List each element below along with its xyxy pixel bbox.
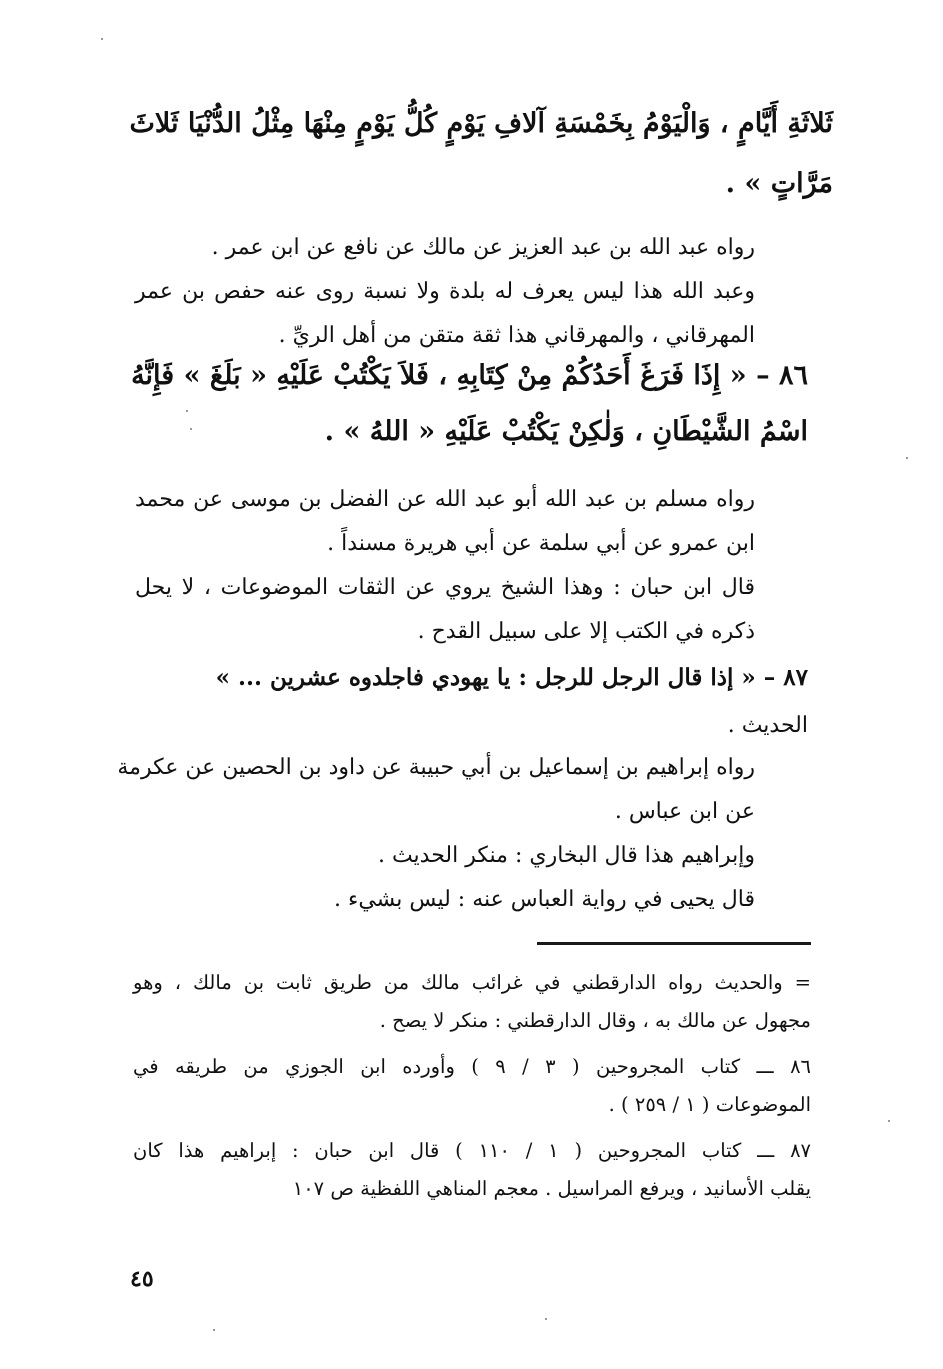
hadith-87-line-2: الحديث . <box>727 713 808 738</box>
scan-speck <box>213 1329 215 1331</box>
narration-2-line-2: ابن عمرو عن أبي سلمة عن أبي هريرة مسنداً . <box>327 531 755 556</box>
narration-1-line-1: رواه عبد الله بن عبد العزيز عن مالك عن نافع عن ابن عمر . <box>211 235 755 260</box>
hadith-87 <box>133 654 808 750</box>
narration-2-line-4: ذكره في الكتب إلا على سبيل القدح . <box>417 619 755 644</box>
hadith-86-line-1: ٨٦ – « إِذَا فَرَغَ أَحَدُكُمْ مِنْ كِتَابِهِ ، فَلاَ يَكْتُبْ عَلَيْهِ « بَلَغَ » فَإِنَّهُ <box>131 360 808 391</box>
narration-3-line-2: عن ابن عباس . <box>614 799 755 824</box>
scan-speck <box>190 428 192 430</box>
narration-1-line-2: وعبد الله هذا ليس يعرف له بلدة ولا نسبة روى عنه حفص بن عمر <box>135 279 755 304</box>
narration-2-line-1: رواه مسلم بن عبد الله أبو عبد الله عن الفضل بن موسى عن محمد <box>135 487 755 512</box>
footnote-87-line-2: يقلب الأسانيد ، ويرفع المراسيل . معجم المناهي اللفظية ص ١٠٧ <box>292 1177 811 1200</box>
narration-3-line-1: رواه إبراهيم بن إسماعيل بن أبي حبيبة عن داود بن الحصين عن عكرمة <box>117 755 755 780</box>
narration-2-line-3: قال ابن حبان : وهذا الشيخ يروي عن الثقات الموضوعات ، لا يحل <box>135 575 755 600</box>
scan-speck <box>545 1318 547 1320</box>
scan-speck <box>906 457 908 459</box>
scan-speck <box>888 1120 890 1122</box>
top-hadith-line-2: مَرَّاتٍ » . <box>725 168 833 199</box>
footnote-86-line-2: الموضوعات ( ١ / ٢٥٩ ) . <box>608 1093 811 1116</box>
footnote-86 <box>133 1048 811 1124</box>
narration-3-line-4: قال يحيى في رواية العباس عنه : ليس بشيء . <box>334 887 755 912</box>
footnote-86-line-1: ٨٦ ـــ كتاب المجروحين ( ٣ / ٩ ) وأورده ابن الجوزي من طريقه في <box>133 1055 812 1078</box>
footnote-continuation-line-2: مجهول عن مالك به ، وقال الدارقطني : منكر لا يصح . <box>379 1009 811 1032</box>
top-hadith-text <box>129 94 833 214</box>
narration-1 <box>135 226 755 358</box>
hadith-86-line-2: اسْمُ الشَّيْطَانِ ، وَلٰكِنْ يَكْتُبْ عَلَيْهِ « اللهُ » . <box>324 416 808 447</box>
narration-2 <box>135 478 755 654</box>
scan-speck <box>186 410 188 412</box>
narration-3 <box>117 746 755 922</box>
footnote-continuation <box>133 964 811 1040</box>
footnote-87-line-1: ٨٧ ـــ كتاب المجروحين ( ١ / ١١٠ ) قال ابن حبان : إبراهيم هذا كان <box>133 1139 812 1162</box>
page-number: ٤٥ <box>130 1266 154 1292</box>
footnote-87 <box>133 1132 811 1208</box>
narration-3-line-3: وإبراهيم هذا قال البخاري : منكر الحديث . <box>377 843 755 868</box>
narration-1-line-3: المهرقاني ، والمهرقاني هذا ثقة متقن من أهل الريِّ . <box>278 323 755 348</box>
footnote-separator <box>537 942 811 945</box>
hadith-86 <box>133 348 808 460</box>
scan-speck <box>101 38 103 40</box>
footnote-continuation-line-1: = والحديث رواه الدارقطني في غرائب مالك من طريق ثابت بن مالك ، وهو <box>133 971 811 994</box>
top-hadith-line-1: ثَلاثَةِ أَيَّامٍ ، وَالْيَوْمُ بِخَمْسَةِ آلافِ يَوْمٍ كُلُّ يَوْمٍ مِنْهَا مِثْلُ الدُّنْيَا ثَلاثَ <box>129 108 833 139</box>
hadith-87-line-1: ٨٧ – « إذا قال الرجل للرجل : يا يهودي فاجلدوه عشرين ... » <box>215 664 808 691</box>
